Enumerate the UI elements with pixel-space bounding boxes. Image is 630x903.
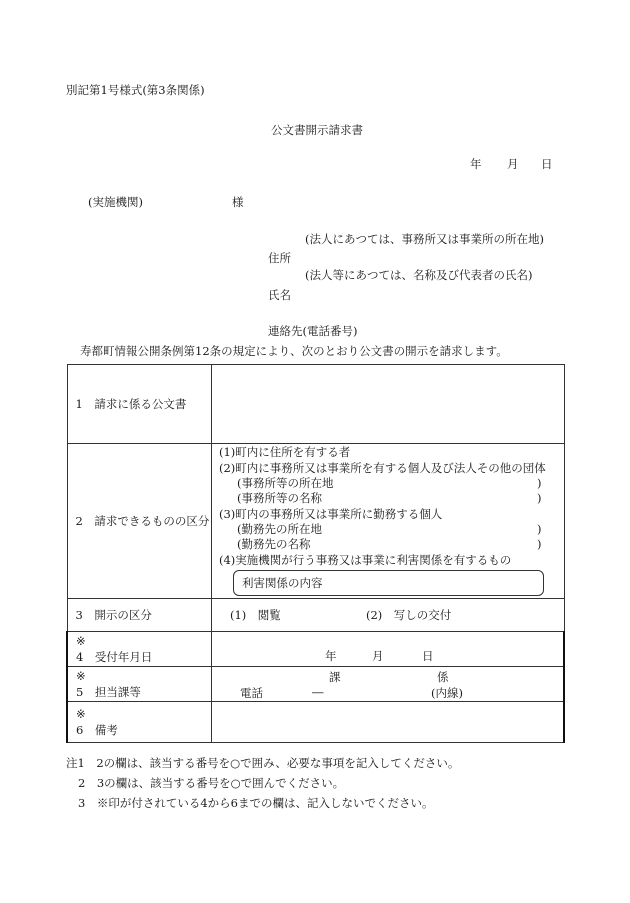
row5-text: 5 担当課等 [76,685,141,699]
date-month: 月 [507,157,519,171]
row5-label [67,667,212,702]
paren-close-4: ) [537,537,542,551]
category-field[interactable] [212,444,565,599]
contact-label: 連絡先(電話番号) [268,324,358,338]
department-field [212,667,565,702]
workplace-location-label: (勤務先の所在地 [237,522,322,536]
addressee-org: (実施機関) [88,195,143,209]
note-2: 2 3の欄は、該当する番号を○で囲んでください。 [78,776,345,790]
row-category [67,444,564,599]
row4-text: 4 受付年月日 [76,650,153,664]
category-4: (4)実施機関が行う事務又は事業に利害関係を有するもの [219,553,512,567]
name-note: (法人等にあつては、名称及び代表者の氏名) [305,268,533,282]
disclosure-field [212,599,565,632]
paren-close-3: ) [537,522,542,536]
paren-close-1: ) [537,476,542,490]
note-3: 3 ※印が付されている4から6までの欄は、記入しないでください。 [78,796,434,810]
row-department [67,667,564,702]
office-name-label: (事務所等の名称 [237,491,322,505]
category-1: (1)町内に住所を有する者 [219,445,351,459]
office-location-label: (事務所等の所在地 [237,476,334,490]
subsection-label: 係 [437,670,449,684]
name-label: 氏名 [268,288,291,302]
option-inspection[interactable]: (1) 閲覧 [230,608,281,622]
row4-label [67,632,212,667]
row6-text: 6 備考 [76,723,118,737]
section-label: 課 [329,670,341,684]
row1-label: 1 請求に係る公文書 [67,365,212,444]
document-field[interactable] [212,365,565,444]
date-day: 日 [541,157,553,171]
row-receipt [67,632,564,667]
address-note: (法人にあつては、事務所又は事業所の所在地) [305,232,544,246]
row-document [67,365,564,444]
category-3: (3)町内の事務所又は事業所に勤務する個人 [219,507,443,521]
option-copy[interactable]: (2) 写しの交付 [366,608,452,622]
intro-text: 寿都町情報公開条例第12条の規定により、次のとおり公文書の開示を請求します。 [80,344,508,358]
row2-label: 2 請求できるものの区分 [67,444,212,599]
category-2: (2)町内に事務所又は事業所を有する個人及び法人その他の団体 [219,461,546,475]
receipt-month: 月 [372,649,384,663]
receipt-day: 日 [422,649,434,663]
row6-label [67,702,212,743]
row3-label: 3 開示の区分 [67,599,212,632]
form-reference: 別記第1号様式(第3条関係) [66,83,205,97]
remarks-field [212,702,565,743]
addressee-honorific: 様 [232,195,244,209]
interest-label: 利害関係の内容 [242,576,323,590]
row6-mark: ※ [76,707,86,721]
note-1: 注1 2の欄は、該当する番号を○で囲み、必要な事項を記入してください。 [66,756,460,770]
extension-label: (内線) [431,686,463,700]
receipt-year: 年 [325,649,337,663]
workplace-name-label: (勤務先の名称 [237,537,311,551]
row-remarks [67,702,564,743]
row-disclosure [67,599,564,632]
row5-mark: ※ [76,669,86,683]
phone-label: 電話 [240,686,263,700]
paren-close-2: ) [537,491,542,505]
address-label: 住所 [268,251,291,265]
document-title: 公文書開示請求書 [271,123,363,137]
phone-dash: ― [312,685,324,699]
request-form-table [66,364,565,743]
receipt-field [212,632,565,667]
date-year: 年 [470,157,482,171]
row4-mark: ※ [76,634,86,648]
